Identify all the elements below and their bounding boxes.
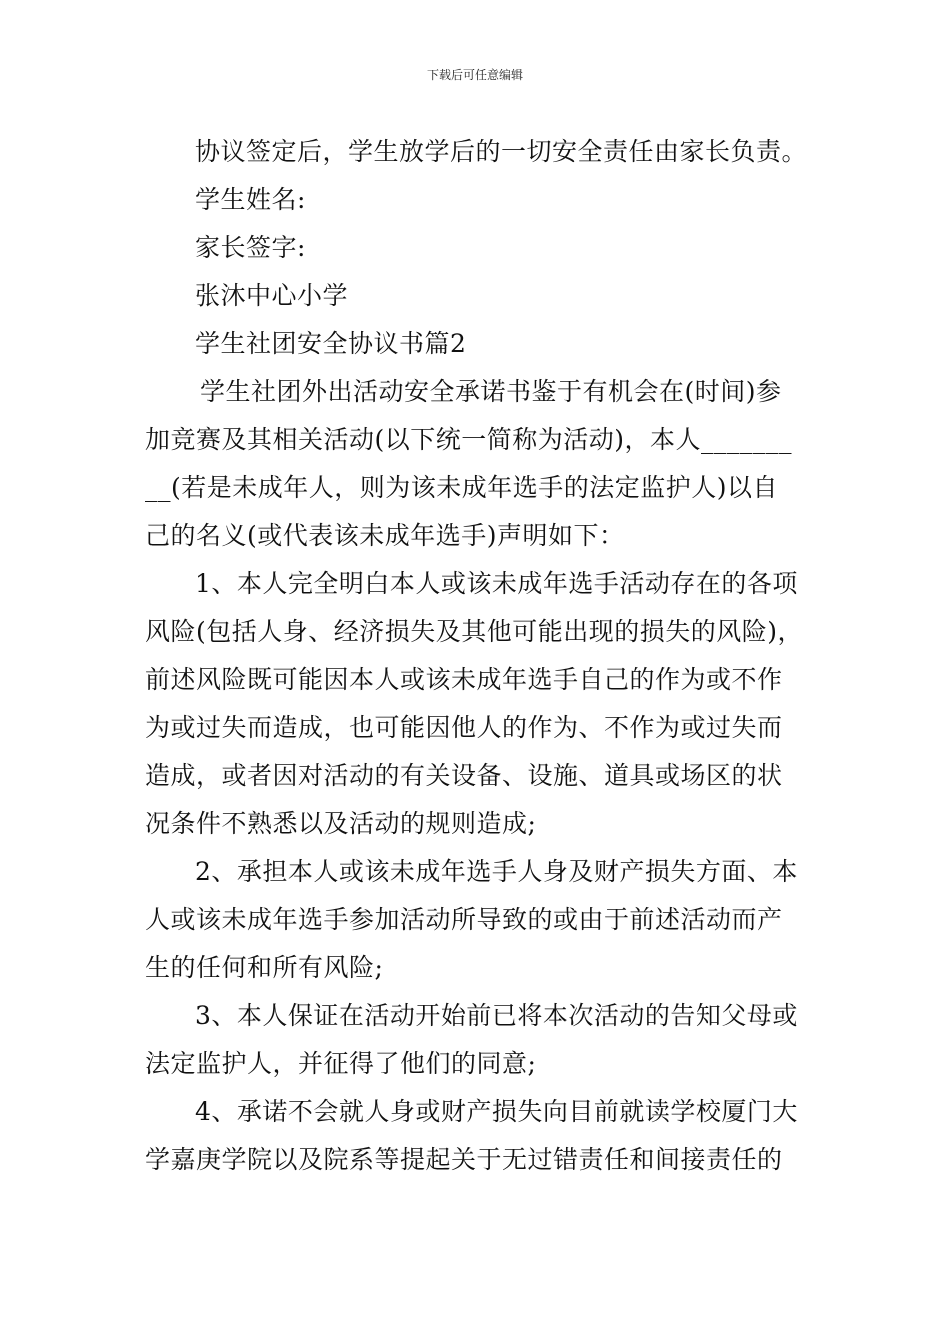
paragraph-line: 学嘉庚学院以及院系等提起关于无过错责任和间接责任的 — [145, 1145, 783, 1174]
paragraph-line: 生的任何和所有风险; — [145, 953, 384, 982]
paragraph-line: 加竞赛及其相关活动(以下统一简称为活动)，本人_______ — [145, 425, 793, 454]
school-name: 张沐中心小学 — [195, 281, 349, 310]
document-body — [145, 128, 815, 1184]
paragraph-line: 为或过失而造成，也可能因他人的作为、不作为或过失而 — [145, 713, 783, 742]
section-title: 学生社团安全协议书篇2 — [195, 329, 467, 358]
student-name-label: 学生姓名: — [195, 185, 306, 214]
paragraph-line: 2、承担本人或该未成年选手人身及财产损失方面、本 — [195, 857, 798, 886]
page-header: 下载后可任意编辑 — [426, 68, 523, 82]
paragraph-line: __(若是未成年人，则为该未成年选手的法定监护人)以自 — [145, 473, 779, 502]
paragraph-line: 学生社团外出活动安全承诺书鉴于有机会在(时间)参 — [200, 377, 782, 406]
paragraph-line: 1、本人完全明白本人或该未成年选手活动存在的各项 — [195, 569, 798, 598]
paragraph-line: 况条件不熟悉以及活动的规则造成; — [145, 809, 537, 838]
paragraph-line: 协议签定后，学生放学后的一切安全责任由家长负责。 — [195, 137, 808, 166]
parent-signature-label: 家长签字: — [195, 233, 306, 262]
paragraph-line: 造成，或者因对活动的有关设备、设施、道具或场区的状 — [145, 761, 783, 790]
paragraph-line: 4、承诺不会就人身或财产损失向目前就读学校厦门大 — [195, 1097, 798, 1126]
paragraph-line: 己的名义(或代表该未成年选手)声明如下： — [145, 521, 625, 550]
paragraph-line: 风险(包括人身、经济损失及其他可能出现的损失的风险)， — [145, 617, 804, 646]
paragraph-line: 法定监护人，并征得了他们的同意; — [145, 1049, 537, 1078]
paragraph-line: 人或该未成年选手参加活动所导致的或由于前述活动而产 — [145, 905, 783, 934]
paragraph-line: 前述风险既可能因本人或该未成年选手自己的作为或不作 — [145, 665, 783, 694]
paragraph-line: 3、本人保证在活动开始前已将本次活动的告知父母或 — [195, 1001, 798, 1030]
